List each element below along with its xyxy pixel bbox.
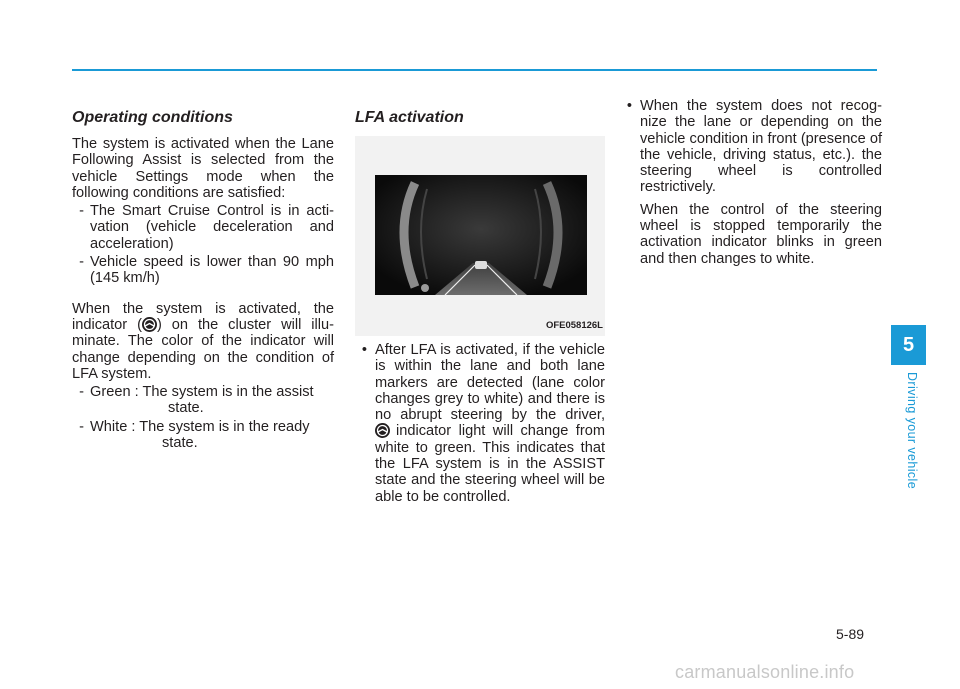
figure-code: OFE058126L	[545, 319, 603, 331]
state-term: Green :	[90, 384, 143, 401]
followup-paragraph: When the control of the steering wheel is stopped temporarily the activation indicator blinks in green and then changes to white.	[640, 201, 882, 267]
column-lfa-activation	[355, 108, 605, 505]
header-rule	[72, 69, 877, 71]
bullet-text-before-icon: After LFA is activated, if the vehicle is within the lane and both lane markers are detected (lane color changes grey to white) and there is no abrupt steering by the driver,	[375, 342, 605, 424]
state-desc-cont: state.	[168, 400, 204, 417]
state-term: White :	[90, 418, 140, 435]
chapter-tab: 5	[891, 325, 926, 365]
steering-wheel-lane-icon	[375, 423, 390, 438]
indicator-paragraph	[72, 301, 334, 382]
column-operating-conditions	[72, 108, 334, 451]
condition-item: - Vehicle speed is lower than 90 mph (145 km/h)	[79, 254, 334, 287]
cluster-display-image	[375, 175, 587, 295]
chapter-label: Driving your vehicle	[905, 372, 919, 490]
cluster-figure	[355, 136, 605, 336]
condition-text: The Smart Cruise Control is in acti-vation (vehicle deceleration and acceleration)	[90, 203, 334, 252]
section-heading: LFA activation	[355, 109, 464, 126]
state-desc-cont: state.	[162, 435, 198, 452]
condition-text: Vehicle speed is lower than 90 mph (145 km/h)	[90, 254, 334, 287]
watermark-text: carmanualsonline.info	[675, 662, 855, 682]
state-desc: The system is in the ready	[139, 418, 310, 435]
state-row-white: - White : The system is in the ready state.	[72, 419, 334, 452]
section-heading: Operating conditions	[72, 109, 233, 126]
bullet-text-after-icon: indicator light will change from white to green. This indicates that the LFA system is in the ASSIST state and the steering wheel will be able to be controlled.	[375, 423, 605, 505]
list-item: • After LFA is activated, if the vehicle is within the lane and both lane markers are detected (lane color changes grey to white) and there is no abrupt steering by the driver, indicator light will change from white to green. This indicates that the LFA system is in the ASSIST state and the steering wheel will be able to be controlled.	[361, 342, 605, 505]
list-item: • When the system does not recog-nize the lane or depending on the vehicle condition in front (presence of the vehicle, driving status, etc.). the steering wheel is controlled restrictively.	[626, 98, 882, 196]
column-lane-recognition	[620, 98, 882, 267]
steering-wheel-lane-icon	[142, 317, 157, 332]
intro-paragraph: The system is activated when the Lane Following Assist is selected from the vehicle Settings mode when the following conditions are satisfied:	[72, 136, 334, 201]
state-row-green: - Green : The system is in the assist state.	[72, 384, 334, 417]
condition-item: - The Smart Cruise Control is in acti-vation (vehicle deceleration and acceleration)	[79, 203, 334, 252]
state-desc: The system is in the assist	[142, 384, 314, 401]
indicator-text-before: When the system is activated, the indicator (	[72, 300, 334, 333]
page-number: 5-89	[836, 626, 865, 642]
bullet-text: When the system does not recog-nize the lane or depending on the vehicle condition in front (presence of the vehicle, driving status, etc.). the steering wheel is controlled restrictively.	[640, 98, 882, 196]
indicator-text-after: ) on the cluster will illu-minate. The color of the indicator will change depending on the condition of LFA system.	[72, 316, 335, 382]
